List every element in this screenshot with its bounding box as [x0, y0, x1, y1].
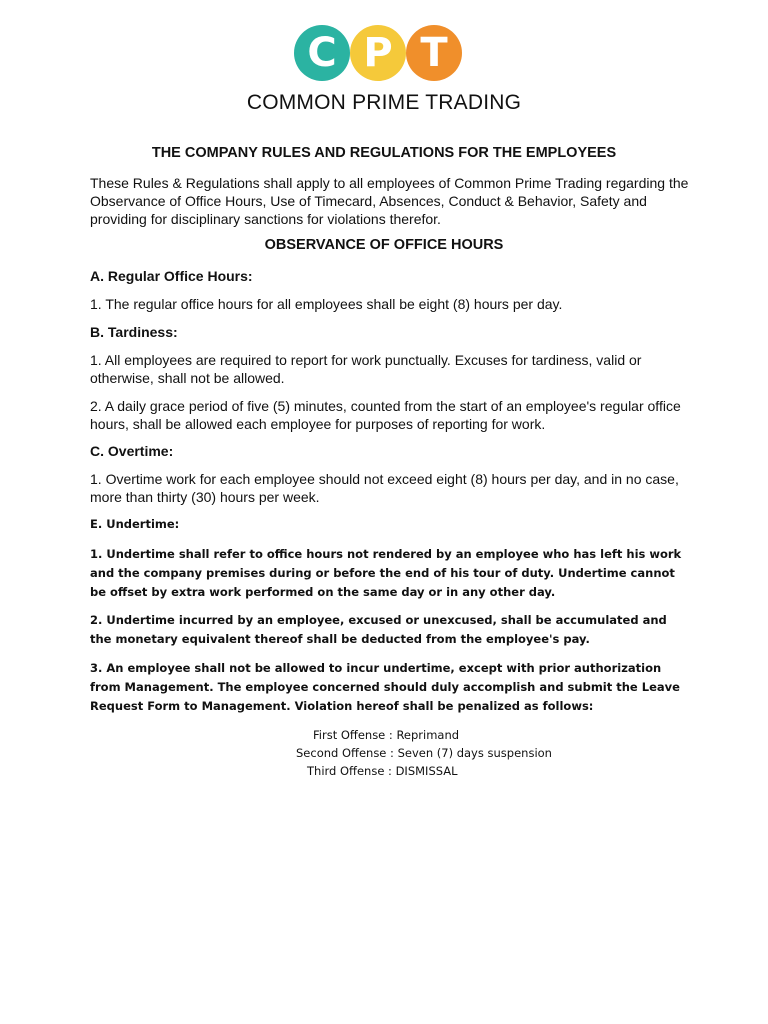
heading-undertime: E. Undertime:	[90, 517, 180, 531]
logo-letter-t: T	[406, 25, 462, 81]
heading-tardiness: B. Tardiness:	[90, 324, 178, 340]
undertime-item-1: 1. Undertime shall refer to office hours not rendered by an employee who has left his work and the company premises during or before the end of his tour of duty. Undertime cannot be offset by extra work performed on the same day or in any other day.	[90, 547, 682, 599]
overtime-item-1: 1. Overtime work for each employee should not exceed eight (8) hours per day, and in no case, more than thirty (30) hours per week.	[90, 471, 679, 505]
intro-paragraph: These Rules & Regulations shall apply to all employees of Common Prime Trading regarding the Observance of Office Hours, Use of Timecard, Absences, Conduct & Behavior, Safety and providing for disciplinary sanctions for violations therefor.	[90, 175, 689, 227]
offense-third: Third Offense : DISMISSAL	[307, 764, 458, 778]
tardiness-item-1: 1. All employees are required to report for work punctually. Excuses for tardiness, valid or otherwise, shall not be allowed.	[90, 352, 642, 386]
heading-regular-office-hours: A. Regular Office Hours:	[90, 268, 253, 284]
section-title: OBSERVANCE OF OFFICE HOURS	[264, 237, 504, 253]
undertime-item-3: 3. An employee shall not be allowed to incur undertime, except with prior authorization from Management. The employee concerned should duly accomplish and submit the Leave Request Form to Management. Violation hereof shall be penalized as follows:	[90, 661, 680, 713]
logo-letter-p: P	[350, 25, 406, 81]
undertime-item-2: 2. Undertime incurred by an employee, excused or unexcused, shall be accumulated and the monetary equivalent thereof shall be deducted from the employee's pay.	[90, 613, 667, 646]
document-title: THE COMPANY RULES AND REGULATIONS FOR THE EMPLOYEES	[151, 145, 617, 161]
offense-second: Second Offense : Seven (7) days suspension	[296, 746, 552, 760]
regular-hours-item-1: 1. The regular office hours for all employees shall be eight (8) hours per day.	[90, 296, 563, 312]
offense-first: First Offense : Reprimand	[313, 728, 460, 742]
company-logo	[294, 25, 464, 81]
tardiness-item-2: 2. A daily grace period of five (5) minutes, counted from the start of an employee's regular office hours, shall be allowed each employee for purposes of reporting for work.	[90, 398, 681, 432]
company-name: COMMON PRIME TRADING	[246, 91, 522, 114]
logo-letter-c: C	[294, 25, 350, 81]
heading-overtime: C. Overtime:	[90, 443, 174, 459]
